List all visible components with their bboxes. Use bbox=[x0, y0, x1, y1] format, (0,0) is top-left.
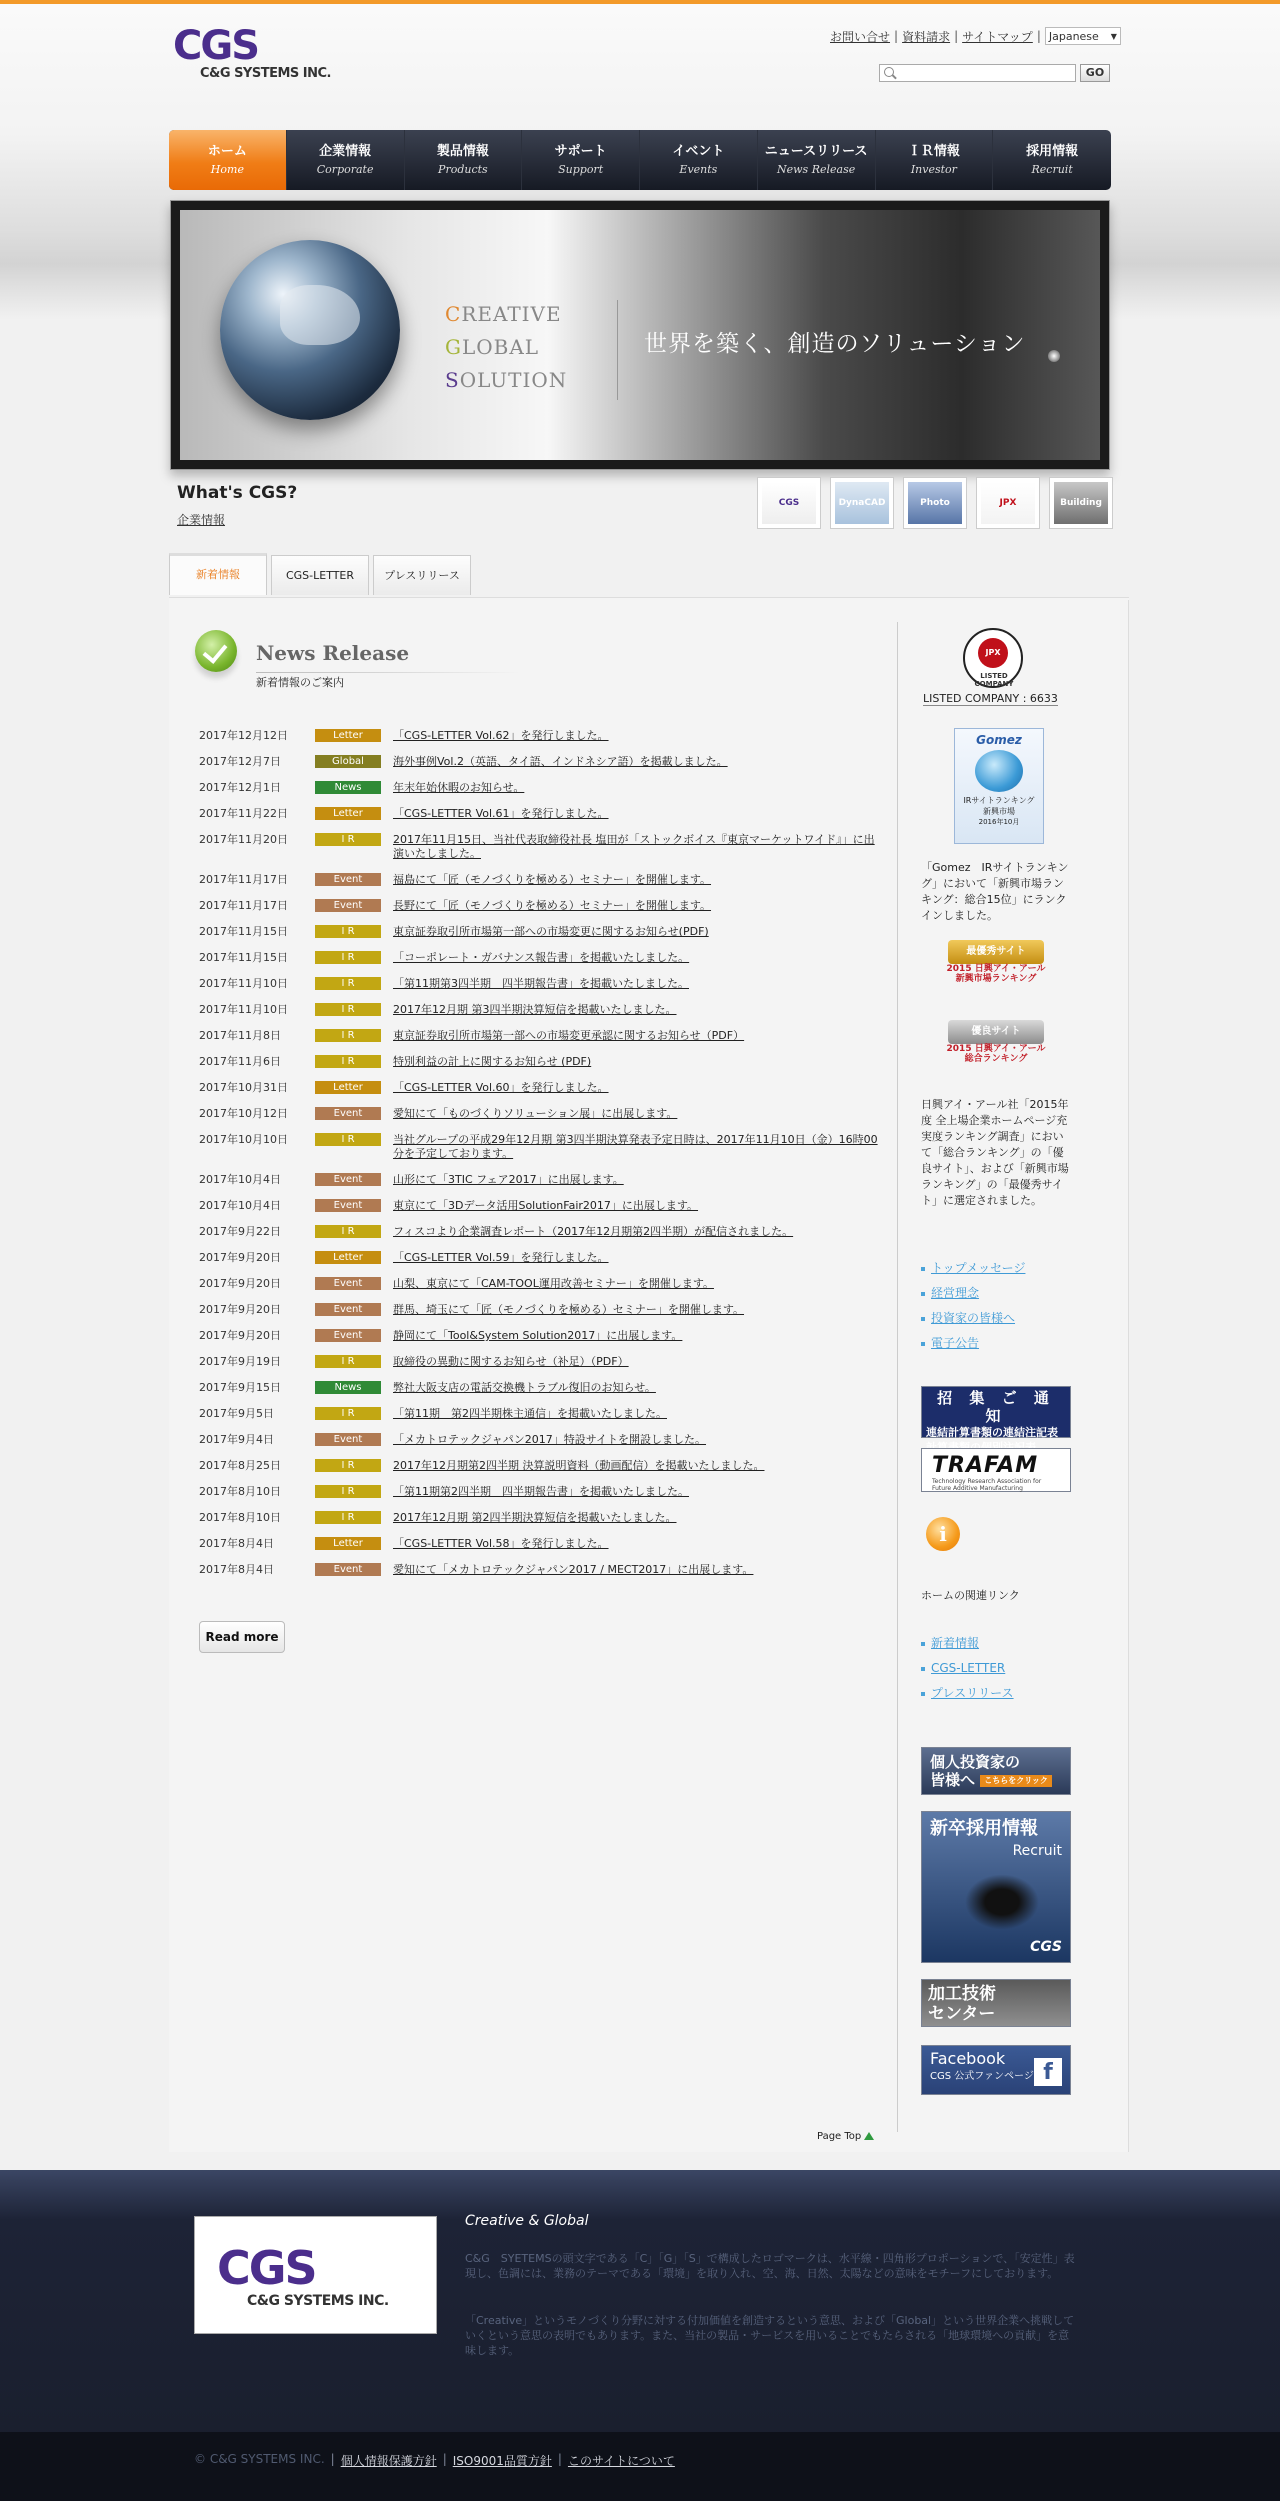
news-title-link[interactable]: 静岡にて「Tool&System Solution2017」に出展します。 bbox=[393, 1329, 683, 1342]
news-title-link[interactable]: 愛知にて「ものづくりソリューション展」に出展します。 bbox=[393, 1107, 678, 1120]
news-date: 2017年11月17日 bbox=[199, 899, 288, 912]
category-badge: Letter bbox=[315, 1537, 381, 1550]
tab-cgs-letter[interactable]: CGS-LETTER bbox=[271, 555, 369, 595]
nav-item-investor[interactable]: ＩＲ情報 Investor bbox=[876, 130, 994, 190]
chevron-down-icon: ▼ bbox=[1110, 31, 1117, 41]
category-badge: Event bbox=[315, 873, 381, 886]
news-row bbox=[199, 1381, 879, 1395]
category-badge: Letter bbox=[315, 807, 381, 820]
info-icon: i bbox=[926, 1517, 960, 1551]
thumbnail-cgs[interactable]: CGS bbox=[757, 477, 821, 529]
news-row bbox=[199, 1511, 879, 1525]
listed-company-label: LISTED COMPANY : 6633 bbox=[923, 692, 1058, 705]
motocross-image bbox=[962, 1872, 1042, 1932]
category-badge: I R bbox=[315, 977, 381, 990]
bullet-icon bbox=[921, 1667, 925, 1671]
news-row bbox=[199, 1537, 879, 1551]
trafam-banner[interactable]: TRAFAM Technology Research Association for Future Additive Manufacturing bbox=[921, 1448, 1071, 1492]
category-badge: I R bbox=[315, 925, 381, 938]
news-date: 2017年11月6日 bbox=[199, 1055, 281, 1068]
nav-item-home[interactable]: ホーム Home bbox=[169, 130, 287, 190]
news-title-link[interactable]: 「CGS-LETTER Vol.60」を発行しました。 bbox=[393, 1081, 609, 1094]
globe-icon bbox=[975, 750, 1023, 792]
news-date: 2017年11月22日 bbox=[199, 807, 288, 820]
news-title-link[interactable]: 当社グループの平成29年12月期 第3四半期決算発表予定日時は、2017年11月10日（金）16時00分を予定しております。 bbox=[393, 1133, 878, 1160]
gomez-text: 「Gomez IRサイトランキング」において「新興市場ランキング：総合15位」にランクインしました。 bbox=[921, 861, 1069, 922]
news-date: 2017年11月17日 bbox=[199, 873, 288, 886]
sidebar-link[interactable]: 新着情報 bbox=[921, 1631, 1014, 1656]
news-release-subtitle: 新着情報のご案内 bbox=[256, 676, 344, 689]
sitemap-link[interactable]: サイトマップ bbox=[962, 29, 1033, 44]
news-row bbox=[199, 1355, 879, 1369]
news-date: 2017年11月15日 bbox=[199, 951, 288, 964]
news-row bbox=[199, 1199, 879, 1213]
news-date: 2017年12月1日 bbox=[199, 781, 281, 794]
news-title-link[interactable]: 「第11期 第2四半期株主通信」を掲載いたしました。 bbox=[393, 1407, 667, 1420]
privacy-policy-link[interactable]: 個人情報保護方針 bbox=[340, 2454, 437, 2468]
category-badge: I R bbox=[315, 833, 381, 846]
logo-subtitle: C&G SYSTEMS INC. bbox=[200, 66, 331, 81]
category-badge: Event bbox=[315, 1329, 381, 1342]
processing-center-banner[interactable]: 加工技術 センター bbox=[921, 1979, 1071, 2027]
footer-title: Creative & Global bbox=[465, 2213, 589, 2229]
news-title-link[interactable]: 海外事例Vol.2（英語、タイ語、インドネシア語）を掲載しました。 bbox=[393, 755, 728, 768]
search-input[interactable] bbox=[898, 65, 1074, 81]
news-row bbox=[199, 1407, 879, 1421]
category-badge: Global bbox=[315, 755, 381, 768]
news-date: 2017年10月31日 bbox=[199, 1081, 288, 1094]
category-badge: Event bbox=[315, 1107, 381, 1120]
news-date: 2017年10月12日 bbox=[199, 1107, 288, 1120]
news-date: 2017年8月10日 bbox=[199, 1511, 281, 1524]
category-badge: I R bbox=[315, 1511, 381, 1524]
hero-cgs-lines: CREATIVE GLOBAL SOLUTION bbox=[445, 302, 568, 392]
bullet-icon bbox=[921, 1692, 925, 1696]
category-badge: Letter bbox=[315, 729, 381, 742]
news-date: 2017年10月4日 bbox=[199, 1173, 281, 1186]
sidebar-link[interactable]: トップメッセージ bbox=[921, 1256, 1025, 1281]
language-value: Japanese bbox=[1048, 29, 1099, 43]
category-badge: Event bbox=[315, 1433, 381, 1446]
search-icon bbox=[884, 67, 894, 77]
news-row bbox=[199, 729, 879, 743]
bullet-icon bbox=[921, 1292, 925, 1296]
news-row bbox=[199, 781, 879, 795]
news-title-link[interactable]: 「コーポレート・ガバナンス報告書」を掲載いたしました。 bbox=[393, 951, 690, 964]
news-date: 2017年9月15日 bbox=[199, 1381, 281, 1394]
news-title-link[interactable]: 福島にて「匠（モノづくりを極める）セミナー」を開催します。 bbox=[393, 873, 712, 886]
news-title-link[interactable]: 特別利益の計上に関するお知らせ (PDF) bbox=[393, 1055, 592, 1068]
news-title-link[interactable]: 長野にて「匠（モノづくりを極める）セミナー」を開催します。 bbox=[393, 899, 712, 912]
news-date: 2017年8月10日 bbox=[199, 1485, 281, 1498]
news-release-title: News Release bbox=[256, 641, 410, 665]
category-badge: I R bbox=[315, 1459, 381, 1472]
news-date: 2017年9月20日 bbox=[199, 1329, 281, 1342]
news-title-link[interactable]: 「CGS-LETTER Vol.62」を発行しました。 bbox=[393, 729, 609, 742]
whats-cgs-title: What's CGS? bbox=[177, 483, 298, 503]
news-title-link[interactable]: フィスコより企業調査レポート（2017年12月期第2四半期）が配信されました。 bbox=[393, 1225, 794, 1238]
news-row bbox=[199, 1133, 879, 1161]
site-logo[interactable] bbox=[173, 23, 348, 82]
category-badge: I R bbox=[315, 951, 381, 964]
news-row bbox=[199, 899, 879, 913]
news-row bbox=[199, 1055, 879, 1069]
news-date: 2017年10月10日 bbox=[199, 1133, 288, 1146]
bullet-icon bbox=[921, 1317, 925, 1321]
arrow-up-icon bbox=[864, 2132, 874, 2140]
category-badge: I R bbox=[315, 1055, 381, 1068]
shareholder-notice-banner[interactable]: 招 集 ご 通 知 連結計算書類の連結注記表 bbox=[921, 1386, 1071, 1438]
globe-image bbox=[220, 240, 400, 420]
news-date: 2017年12月12日 bbox=[199, 729, 288, 742]
category-badge: I R bbox=[315, 1029, 381, 1042]
thumbnail-photo[interactable]: Photo bbox=[903, 477, 967, 529]
news-row bbox=[199, 1433, 879, 1447]
bullet-icon bbox=[921, 1267, 925, 1271]
footer-logo: CGS C&G SYSTEMS INC. bbox=[194, 2216, 437, 2334]
news-date: 2017年9月20日 bbox=[199, 1303, 281, 1316]
news-title-link[interactable]: 山形にて「3TIC フェア2017」に出展します。 bbox=[393, 1173, 624, 1186]
category-badge: I R bbox=[315, 1133, 381, 1146]
news-row bbox=[199, 1459, 879, 1473]
news-date: 2017年9月22日 bbox=[199, 1225, 281, 1238]
news-row bbox=[199, 1173, 879, 1187]
tab-press-release[interactable]: プレスリリース bbox=[373, 555, 471, 595]
main-nav bbox=[169, 130, 1111, 190]
category-badge: Event bbox=[315, 1199, 381, 1212]
nav-item-events[interactable]: イベント Events bbox=[640, 130, 758, 190]
category-badge: Event bbox=[315, 899, 381, 912]
top-links: お問い合せ | 資料請求 | サイトマップ | Japanese ▼ bbox=[830, 27, 1121, 45]
sidebar-link[interactable]: 経営理念 bbox=[921, 1281, 1025, 1306]
news-row bbox=[199, 833, 879, 861]
news-tabs bbox=[169, 555, 471, 595]
news-date: 2017年8月25日 bbox=[199, 1459, 281, 1472]
award-good-site[interactable]: 優良サイト 2015 日興アイ・アール 総合ランキング bbox=[946, 1020, 1046, 1064]
bullet-icon bbox=[921, 1642, 925, 1646]
news-title-link[interactable]: 「第11期第2四半期 四半期報告書」を掲載いたしました。 bbox=[393, 1485, 689, 1498]
about-site-link[interactable]: このサイトについて bbox=[567, 2454, 675, 2468]
news-date: 2017年9月4日 bbox=[199, 1433, 274, 1446]
news-title-link[interactable]: 「CGS-LETTER Vol.61」を発行しました。 bbox=[393, 807, 609, 820]
corporate-info-link[interactable]: 企業情報 bbox=[177, 513, 226, 527]
news-title-link[interactable]: 「CGS-LETTER Vol.58」を発行しました。 bbox=[393, 1537, 609, 1550]
news-row bbox=[199, 1107, 879, 1121]
category-badge: News bbox=[315, 781, 381, 794]
news-title-link[interactable]: 東京にて「3Dデータ活用SolutionFair2017」に出展します。 bbox=[393, 1199, 699, 1212]
news-row bbox=[199, 1563, 879, 1577]
news-row bbox=[199, 951, 879, 965]
news-title-link[interactable]: 2017年12月期 第2四半期決算短信を掲載いたしました。 bbox=[393, 1511, 677, 1524]
contact-link[interactable]: お問い合せ bbox=[830, 29, 891, 44]
news-title-link[interactable]: 年末年始休暇のお知らせ。 bbox=[393, 781, 525, 794]
news-title-link[interactable]: 「第11期第3四半期 四半期報告書」を掲載いたしました。 bbox=[393, 977, 689, 990]
news-date: 2017年11月15日 bbox=[199, 925, 288, 938]
category-badge: Letter bbox=[315, 1251, 381, 1264]
news-row bbox=[199, 807, 879, 821]
footer-paragraph-1: C&G SYETEMSの頭文字である「C」「G」「S」で構成したロゴマークは、水平線・四角形プロポーションで、「安定性」表現し、色調には、業務のテーマである「環境」を取り入れ、空、海、日然、太陽などの意味をモチーフにしております。 bbox=[465, 2252, 1075, 2280]
sidebar-link[interactable]: CGS-LETTER bbox=[921, 1656, 1014, 1681]
news-date: 2017年11月20日 bbox=[199, 833, 288, 846]
news-title-link[interactable]: 東京証券取引所市場第一部への市場変更承認に関するお知らせ（PDF） bbox=[393, 1029, 745, 1042]
recruit-banner[interactable]: 新卒採用情報 Recruit CGS bbox=[921, 1811, 1071, 1963]
category-badge: I R bbox=[315, 1407, 381, 1420]
check-icon bbox=[195, 630, 237, 672]
news-title-link[interactable]: 「CGS-LETTER Vol.59」を発行しました。 bbox=[393, 1251, 609, 1264]
search-box bbox=[879, 64, 1076, 82]
bullet-icon bbox=[921, 1342, 925, 1346]
logo-mark: CGS bbox=[173, 23, 258, 69]
read-more-button[interactable]: Read more bbox=[199, 1621, 285, 1653]
category-badge: Event bbox=[315, 1563, 381, 1576]
footer bbox=[0, 2170, 1280, 2432]
hero-slogan: 世界を築く、創造のソリューション bbox=[644, 331, 1026, 357]
nav-item-products[interactable]: 製品情報 Products bbox=[405, 130, 523, 190]
news-row bbox=[199, 1225, 879, 1239]
news-title-link[interactable]: 2017年12月期第2四半期 決算説明資料（動画配信）を掲載いたしました。 bbox=[393, 1459, 765, 1472]
news-date: 2017年8月4日 bbox=[199, 1563, 274, 1576]
news-row bbox=[199, 1277, 879, 1291]
facebook-icon: f bbox=[1034, 2058, 1062, 2086]
search-go-button[interactable]: GO bbox=[1080, 64, 1110, 82]
related-links bbox=[921, 1631, 1014, 1706]
news-date: 2017年8月4日 bbox=[199, 1537, 274, 1550]
news-title-link[interactable]: 群馬、埼玉にて「匠（モノづくりを極める）セミナー」を開催します。 bbox=[393, 1303, 745, 1316]
sidebar-link[interactable]: 投資家の皆様へ bbox=[921, 1306, 1025, 1331]
individual-investors-banner[interactable]: 個人投資家の 皆様へ こちらをクリック bbox=[921, 1747, 1071, 1795]
news-row bbox=[199, 977, 879, 991]
news-date: 2017年11月8日 bbox=[199, 1029, 281, 1042]
category-badge: I R bbox=[315, 1355, 381, 1368]
news-title-link[interactable]: 「メカトロテックジャパン2017」特設サイトを開設しました。 bbox=[393, 1433, 707, 1446]
iso-policy-link[interactable]: ISO9001品質方針 bbox=[452, 2454, 552, 2468]
jpx-seal: JPX LISTED COMPANY bbox=[963, 628, 1023, 688]
news-row bbox=[199, 925, 879, 939]
nav-item-news-release[interactable]: ニュースリリース News Release bbox=[758, 130, 876, 190]
news-date: 2017年10月4日 bbox=[199, 1199, 281, 1212]
request-docs-link[interactable]: 資料請求 bbox=[902, 29, 951, 44]
nav-item-recruit[interactable]: 採用情報 Recruit bbox=[1026, 144, 1079, 176]
category-badge: I R bbox=[315, 1225, 381, 1238]
news-date: 2017年9月19日 bbox=[199, 1355, 281, 1368]
related-links-label: ホームの関連リンク bbox=[921, 1589, 1020, 1602]
news-date: 2017年12月7日 bbox=[199, 755, 281, 768]
category-badge: Letter bbox=[315, 1081, 381, 1094]
award-text: 日興アイ・アール社「2015年度 全上場企業ホームページ充実度ランキング調査」において「総合ランキング」の「優良サイト」、および「新興市場ランキング」の「最優秀サイト」に選定されました。 bbox=[921, 1098, 1069, 1207]
sparkle-icon bbox=[1048, 350, 1060, 362]
news-date: 2017年9月20日 bbox=[199, 1251, 281, 1264]
nav-item-corporate[interactable]: 企業情報 Corporate bbox=[287, 130, 405, 190]
news-title-link[interactable]: 2017年12月期 第3四半期決算短信を掲載いたしました。 bbox=[393, 1003, 677, 1016]
language-select[interactable] bbox=[1045, 27, 1121, 45]
category-badge: I R bbox=[315, 1485, 381, 1498]
news-row bbox=[199, 1251, 879, 1265]
news-row bbox=[199, 873, 879, 887]
news-list bbox=[199, 729, 879, 1589]
thumbnail-dynacad[interactable]: DynaCAD bbox=[830, 477, 894, 529]
thumbnail-strip bbox=[757, 477, 1113, 529]
news-title-link[interactable]: 取締役の異動に関するお知らせ（补足）（PDF） bbox=[393, 1355, 629, 1368]
news-title-link[interactable]: 山梨、東京にて「CAM-TOOL運用改善セミナー」を開催します。 bbox=[393, 1277, 714, 1290]
news-row bbox=[199, 755, 879, 769]
news-date: 2017年9月20日 bbox=[199, 1277, 281, 1290]
news-row bbox=[199, 1303, 879, 1317]
tab-new-info[interactable]: 新着情報 bbox=[169, 553, 267, 595]
news-date: 2017年11月10日 bbox=[199, 1003, 288, 1016]
news-row bbox=[199, 1003, 879, 1017]
copyright-text: © C&G SYSTEMS INC. bbox=[194, 2452, 325, 2466]
nav-item-support[interactable]: サポート Support bbox=[522, 130, 640, 190]
award-best-site[interactable]: 最優秀サイト 2015 日興アイ・アール 新興市場ランキング bbox=[946, 940, 1046, 984]
gomez-badge[interactable]: Gomez IRサイトランキング 新興市場 2016年10月 bbox=[954, 728, 1044, 844]
category-badge: I R bbox=[315, 1003, 381, 1016]
page-top-link[interactable]: Page Top bbox=[817, 2131, 874, 2142]
thumbnail-jpx[interactable]: JPX bbox=[976, 477, 1040, 529]
news-row bbox=[199, 1485, 879, 1499]
news-date: 2017年9月5日 bbox=[199, 1407, 274, 1420]
category-badge: Event bbox=[315, 1277, 381, 1290]
thumbnail-building[interactable]: Building bbox=[1049, 477, 1113, 529]
category-badge: News bbox=[315, 1381, 381, 1394]
news-title-link[interactable]: 弊社大阪支店の電話交換機トラブル復旧のお知らせ。 bbox=[393, 1381, 656, 1394]
news-title-link[interactable]: 愛知にて「メカトロテックジャパン2017 / MECT2017」に出展します。 bbox=[393, 1563, 754, 1576]
news-date: 2017年11月10日 bbox=[199, 977, 288, 990]
news-row bbox=[199, 1329, 879, 1343]
facebook-banner[interactable]: Facebook CGS 公式ファンページ f bbox=[921, 2045, 1071, 2095]
category-badge: Event bbox=[315, 1173, 381, 1186]
news-title-link[interactable]: 2017年11月15日、当社代表取締役社長 塩田が「ストックボイス『東京マーケットワイド』」に出演いたしました。 bbox=[393, 833, 875, 860]
copyright-row: © C&G SYSTEMS INC. | 個人情報保護方針 | ISO9001品質方針 | このサイトについて bbox=[194, 2452, 675, 2468]
sidebar-link[interactable]: 電子公告 bbox=[921, 1331, 1025, 1356]
news-title-link[interactable]: 東京証券取引所市場第一部への市場変更に関するお知らせ(PDF) bbox=[393, 925, 709, 938]
ir-links bbox=[921, 1256, 1025, 1356]
category-badge: Event bbox=[315, 1303, 381, 1316]
footer-paragraph-2: 「Creative」というモノづくり分野に対する付加価値を創造するという意思、および「Global」という世界企業へ挑戦していくという意思の表明でもあります。また、当社の製品・サービスを用いることでもたらされる「地球環境への貢献」を意味します。 bbox=[465, 2314, 1075, 2357]
sidebar-link[interactable]: プレスリリース bbox=[921, 1681, 1014, 1706]
hero-banner bbox=[170, 200, 1110, 470]
news-row bbox=[199, 1029, 879, 1043]
news-row bbox=[199, 1081, 879, 1095]
